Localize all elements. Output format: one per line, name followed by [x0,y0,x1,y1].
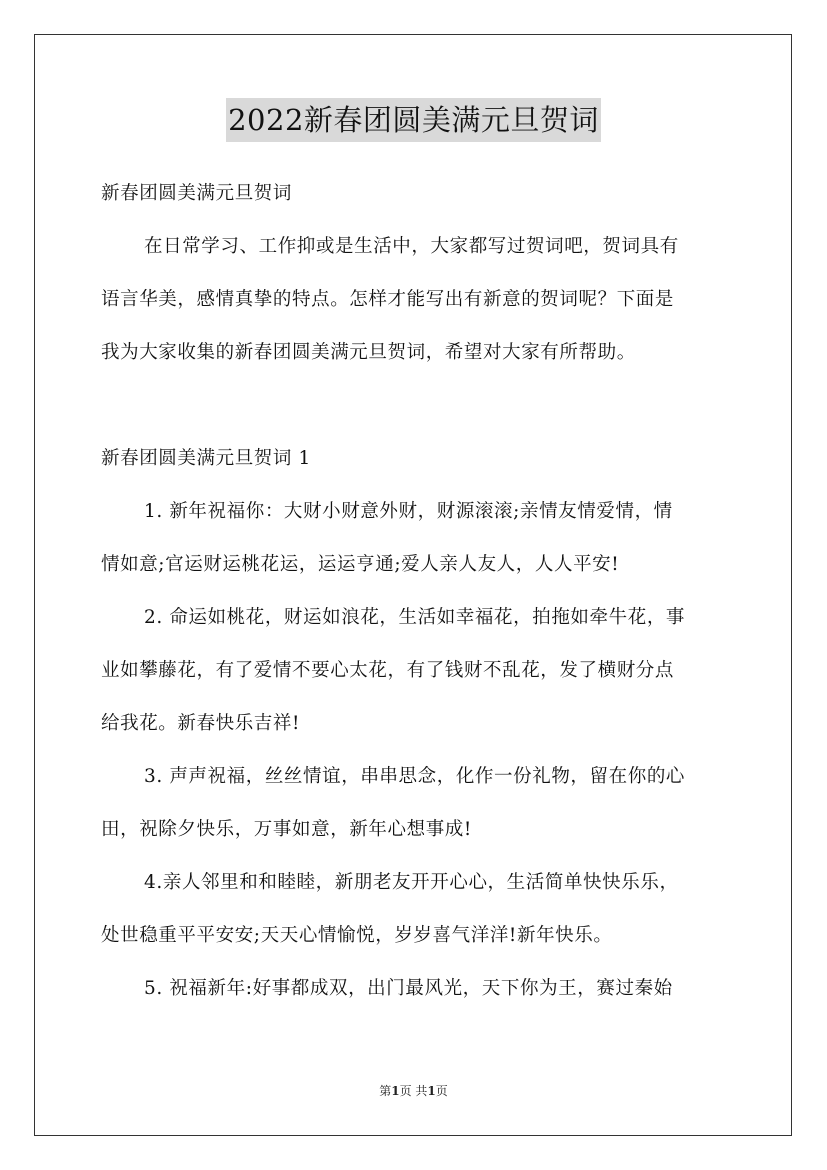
intro-line: 我为大家收集的新春团圆美满元旦贺词，希望对大家有所帮助。 [101,342,636,363]
footer-page-number: 1 [391,1084,400,1098]
footer-suffix: 页 [435,1084,448,1098]
paragraph-gap [101,384,731,437]
page-footer [0,1082,827,1099]
greeting-item-1-line: 情如意;官运财运桃花运，运运亨通;爱人亲人友人，人人平安! [101,554,620,575]
greeting-item-2-line: 业如攀藤花，有了爱情不要心太花，有了钱财不乱花，发了横财分点 [101,660,675,681]
greeting-item-4-line: 处世稳重平平安安;天天心情愉悦，岁岁喜气洋洋!新年快乐。 [101,925,613,946]
title-container [0,98,827,142]
greeting-item-3-line: 3. 声声祝福，丝丝情谊，串串思念，化作一份礼物，留在你的心 [144,766,686,787]
footer-middle: 页 共 [399,1084,428,1098]
intro-line: 语言华美，感情真挚的特点。怎样才能写出有新意的贺词呢？下面是 [101,289,675,310]
greeting-item-5-line: 5. 祝福新年:好事都成双，出门最风光，天下你为王，赛过秦始 [144,978,673,999]
greeting-item-2-line: 给我花。新春快乐吉祥! [101,713,301,734]
greeting-item-3-line: 田，祝除夕快乐，万事如意，新年心想事成! [101,819,472,840]
greeting-item-4-line: 4.亲人邻里和和睦睦，新朋老友开开心心，生活简单快快乐乐， [144,872,679,893]
document-title: 2022新春团圆美满元旦贺词 [226,98,601,142]
intro-line: 在日常学习、工作抑或是生活中，大家都写过贺词吧，贺词具有 [144,236,679,257]
document-subtitle: 新春团圆美满元旦贺词 [101,183,293,204]
document-body [101,172,731,1020]
section-heading: 新春团圆美满元旦贺词 1 [101,448,311,469]
footer-prefix: 第 [379,1084,392,1098]
greeting-item-1-line: 1. 新年祝福你：大财小财意外财，财源滚滚;亲情友情爱情，情 [144,501,673,522]
footer-page-total: 1 [427,1084,436,1098]
greeting-item-2-line: 2. 命运如桃花，财运如浪花，生活如幸福花，拍拖如牵牛花，事 [144,607,686,628]
